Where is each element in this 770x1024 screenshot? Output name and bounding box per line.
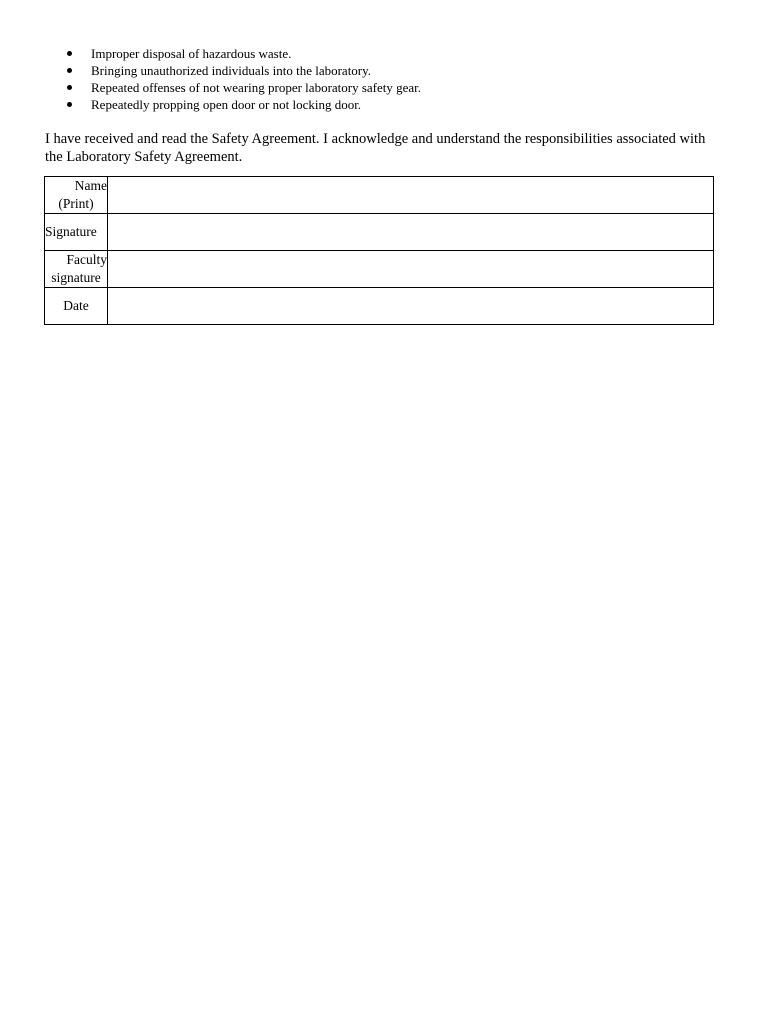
list-item-text: Repeatedly propping open door or not locking door.	[91, 97, 362, 112]
signature-label	[45, 214, 108, 251]
table-row	[45, 288, 714, 325]
date-label-text: Date	[63, 298, 89, 313]
list-item	[46, 62, 421, 79]
list-item-text: Repeated offenses of not wearing proper laboratory safety gear.	[91, 80, 422, 95]
name-label-line1: Name	[74, 178, 107, 193]
acknowledgement-paragraph: I have received and read the Safety Agreement. I acknowledge and understand the responsibilities associated with the Laboratory Safety Agreement.	[45, 131, 706, 165]
list-item-text: Bringing unauthorized individuals into the laboratory.	[91, 63, 372, 78]
violations-list	[46, 45, 421, 113]
table-row	[45, 177, 714, 214]
table-row	[45, 251, 714, 288]
list-item	[46, 79, 421, 96]
bullet-icon	[67, 85, 72, 90]
faculty-label-line1: Faculty	[66, 252, 107, 267]
name-label-line2: (Print)	[58, 196, 94, 211]
signature-field[interactable]	[108, 214, 714, 251]
date-field[interactable]	[108, 288, 714, 325]
signature-label-text: Signature	[45, 224, 97, 239]
faculty-signature-field[interactable]	[108, 251, 714, 288]
list-item	[46, 96, 421, 113]
signature-form-table	[44, 176, 714, 325]
date-label	[45, 288, 108, 325]
faculty-label-line2: signature	[51, 270, 101, 285]
table-row	[45, 214, 714, 251]
bullet-icon	[67, 102, 72, 107]
list-item	[46, 45, 421, 62]
name-print-label	[45, 177, 108, 214]
bullet-icon	[67, 68, 72, 73]
list-item-text: Improper disposal of hazardous waste.	[91, 46, 292, 61]
name-print-field[interactable]	[108, 177, 714, 214]
faculty-signature-label	[45, 251, 108, 288]
bullet-icon	[67, 51, 72, 56]
